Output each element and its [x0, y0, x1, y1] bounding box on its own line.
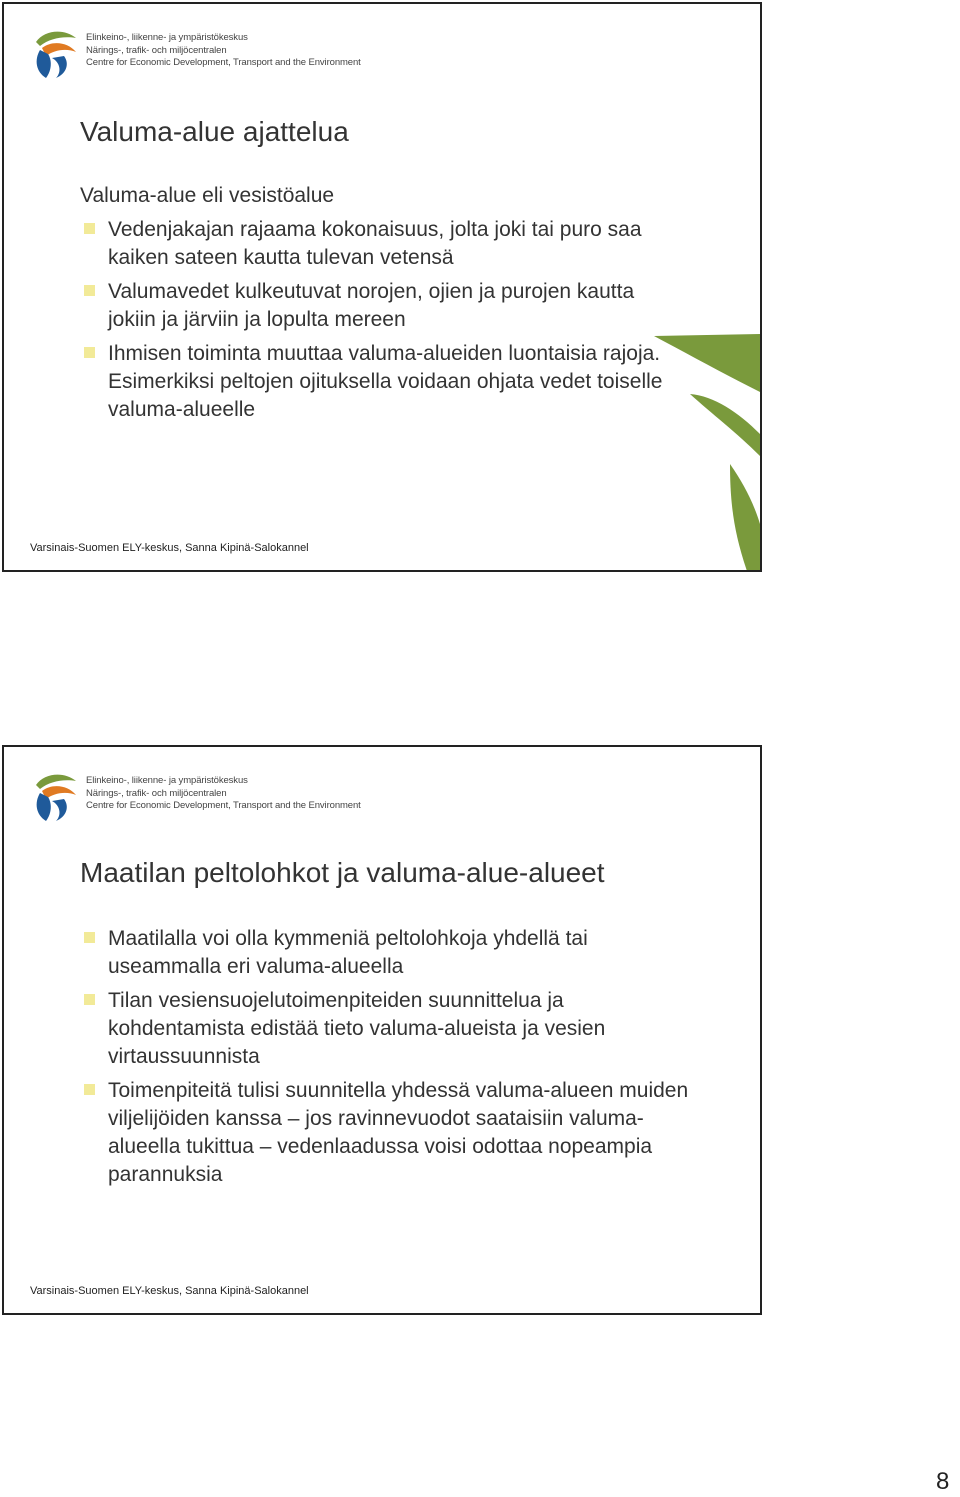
- list-item: Toimenpiteitä tulisi suunnitella yhdessä valuma-alueen muiden viljelijöiden kanssa – jos ravinnevuodot saataisiin valuma-alueella tukittua – vedenlaadussa voisi odottaa nopeampia parannuksia: [80, 1077, 700, 1189]
- slide-1: [2, 2, 762, 572]
- slide-title: Maatilan peltolohkot ja valuma-alue-alueet: [80, 857, 605, 888]
- square-bullet-icon: [84, 223, 95, 234]
- slide-footer: Varsinais-Suomen ELY-keskus, Sanna Kipinä-Salokannel: [30, 1285, 309, 1297]
- page-number: 8: [936, 1468, 950, 1495]
- ely-logo: [30, 769, 361, 825]
- slide-footer: Varsinais-Suomen ELY-keskus, Sanna Kipinä-Salokannel: [30, 542, 309, 554]
- ely-emblem-icon: [30, 769, 80, 823]
- slide-title: Valuma-alue ajattelua: [80, 116, 349, 147]
- list-item: Maatilalla voi olla kymmeniä peltolohkoja yhdellä tai useammalla eri valuma-alueella: [80, 925, 700, 981]
- square-bullet-icon: [84, 285, 95, 296]
- slide-2: [2, 745, 762, 1315]
- org-name-en: Centre for Economic Development, Transport and the Environment: [86, 57, 361, 68]
- list-item: Ihmisen toiminta muuttaa valuma-alueiden luontaisia rajoja. Esimerkiksi peltojen ojituksella voidaan ohjata vedet toiselle valuma-alueelle: [80, 340, 680, 424]
- square-bullet-icon: [84, 1084, 95, 1095]
- org-name-sv: Närings-, trafik- och miljöcentralen: [86, 787, 227, 799]
- org-name-sv: Närings-, trafik- och miljöcentralen: [86, 44, 227, 56]
- org-name-en: Centre for Economic Development, Transport and the Environment: [86, 800, 361, 811]
- list-item: Vedenjakajan rajaama kokonaisuus, jolta joki tai puro saa kaiken sateen kautta tulevan vetensä: [80, 216, 680, 272]
- org-name-fi: Elinkeino-, liikenne- ja ympäristökeskus: [86, 775, 248, 786]
- square-bullet-icon: [84, 347, 95, 358]
- list-item: Valumavedet kulkeutuvat norojen, ojien ja purojen kautta jokiin ja järviin ja lopulta mereen: [80, 278, 680, 334]
- org-name-fi: Elinkeino-, liikenne- ja ympäristökeskus: [86, 32, 248, 43]
- bullet-list: [80, 925, 700, 1195]
- bullet-list: [80, 216, 680, 430]
- ely-emblem-icon: [30, 26, 80, 80]
- slide-subtitle: Valuma-alue eli vesistöalue: [80, 184, 335, 207]
- ely-logo: [30, 26, 361, 82]
- square-bullet-icon: [84, 932, 95, 943]
- list-item: Tilan vesiensuojelutoimenpiteiden suunnittelua ja kohdentamista edistää tieto valuma-alueista ja vesien virtaussuunnista: [80, 987, 700, 1071]
- square-bullet-icon: [84, 994, 95, 1005]
